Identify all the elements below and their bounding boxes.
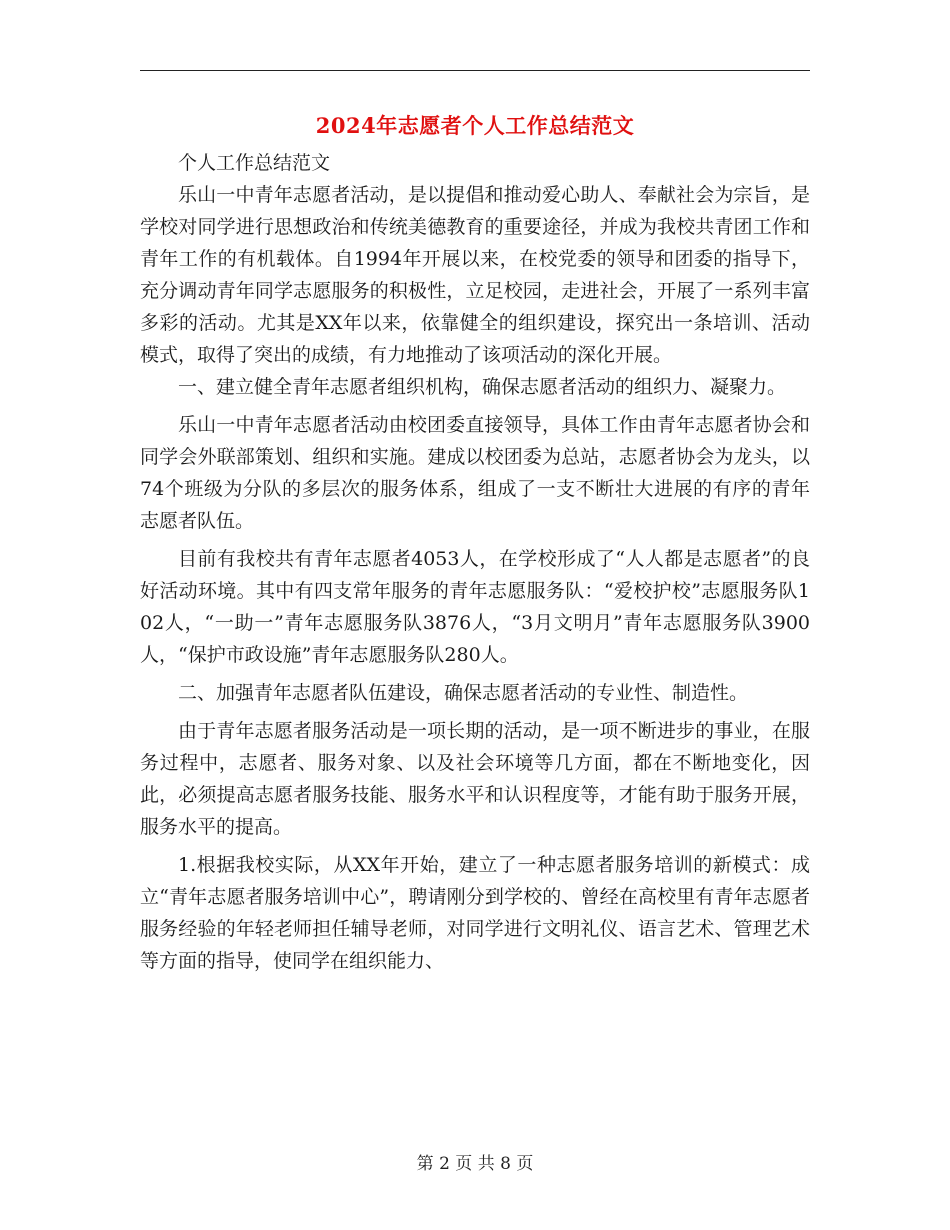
document-body (140, 147, 810, 977)
paragraph-heading-1: 一、建立健全青年志愿者组织机构，确保志愿者活动的组织力、凝聚力。 (178, 376, 787, 398)
paragraph-heading-2: 二、加强青年志愿者队伍建设，确保志愿者活动的专业性、制造性。 (178, 682, 749, 704)
paragraph-subtitle: 个人工作总结范文 (178, 152, 331, 174)
header-rule (140, 70, 810, 71)
paragraph-training-need: 由于青年志愿者服务活动是一项长期的活动，是一项不断进步的事业，在服务过程中，志愿者、服务对象、以及社会环境等几方面，都在不断地变化，因此，必须提高志愿者服务技能、服务水平和认识程度等，才能有助于服务开展，服务水平的提高。 (140, 720, 810, 838)
paragraph-volunteer-count: 目前有我校共有青年志愿者4053人，在学校形成了“人人都是志愿者”的良好活动环境。其中有四支常年服务的青年志愿服务队：“爱校护校”志愿服务队102人，“一助一”青年志愿服务队3876人，“3月文明月”青年志愿服务队3900人，“保护市政设施”青年志愿服务队280人。 (140, 548, 810, 666)
paragraph-organization: 乐山一中青年志愿者活动由校团委直接领导，具体工作由青年志愿者协会和同学会外联部策划、组织和实施。建成以校团委为总站，志愿者协会为龙头，以74个班级为分队的多层次的服务体系，组成了一支不断壮大进展的有序的青年志愿者队伍。 (140, 414, 810, 532)
document-title: 2024年志愿者个人工作总结范文 (315, 113, 635, 138)
page-number: 第 2 页 共 8 页 (416, 1154, 534, 1174)
paragraph-intro: 乐山一中青年志愿者活动，是以提倡和推动爱心助人、奉献社会为宗旨，是学校对同学进行思想政治和传统美德教育的重要途径，并成为我校共青团工作和青年工作的有机载体。自1994年开展以来，在校党委的领导和团委的指导下，充分调动青年同学志愿服务的积极性，立足校园，走进社会，开展了一系列丰富多彩的活动。尤其是XX年以来，依靠健全的组织建设，探究出一条培训、活动模式，取得了突出的成绩，有力地推动了该项活动的深化开展。 (140, 184, 810, 366)
paragraph-training-model: 1.根据我校实际，从XX年开始，建立了一种志愿者服务培训的新模式：成立“青年志愿者服务培训中心”，聘请刚分到学校的、曾经在高校里有青年志愿者服务经验的年轻老师担任辅导老师，对同学进行文明礼仪、语言艺术、管理艺术等方面的指导，使同学在组织能力、 (140, 854, 810, 972)
